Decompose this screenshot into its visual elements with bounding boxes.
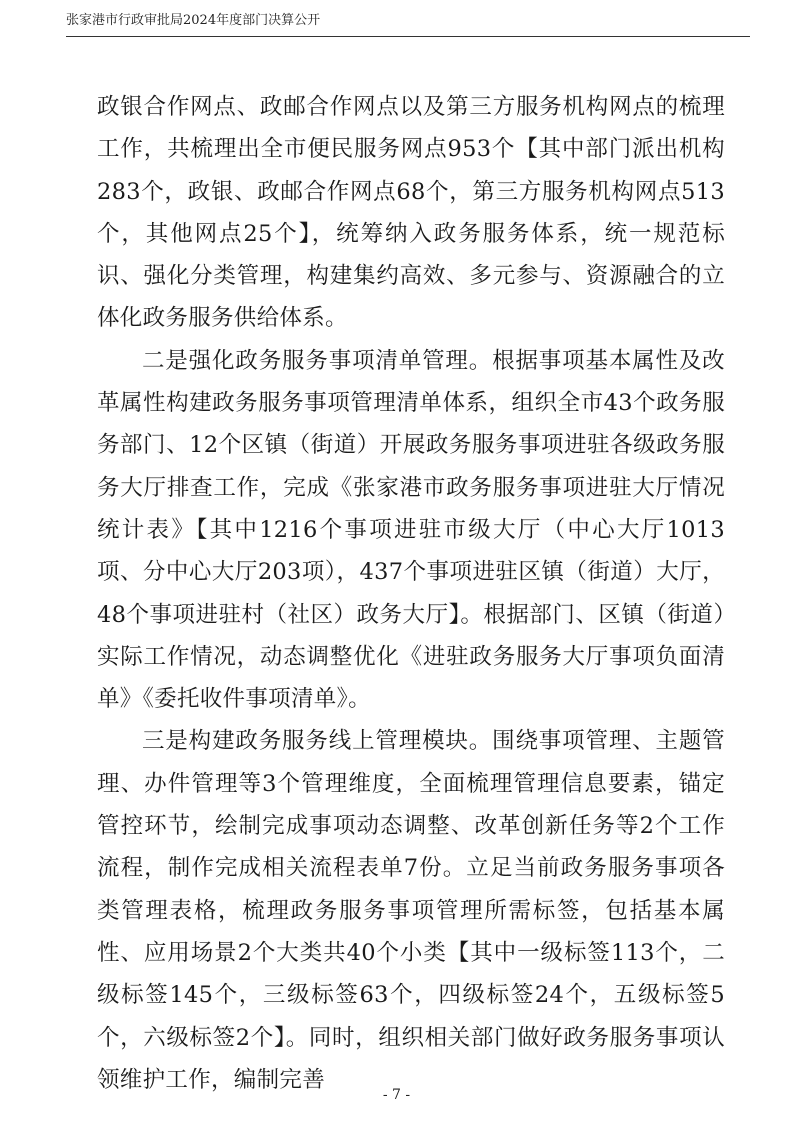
page-number: - 7 -: [382, 1087, 411, 1103]
paragraph-continued: 政银合作网点、政邮合作网点以及第三方服务机构网点的梳理工作，共梳理出全市便民服务网点953个【其中部门派出机构283个，政银、政邮合作网点68个，第三方服务机构网点513个，其他网点25个】，统筹纳入政务服务体系，统一规范标识、强化分类管理，构建集约高效、多元参与、资源融合的立体化政务服务供给体系。: [97, 94, 725, 332]
header-title: 张家港市行政审批局2024年度部门决算公开: [66, 13, 321, 28]
document-body: [97, 86, 725, 1101]
page-header: [66, 12, 750, 37]
paragraph-item-two: 二是强化政务服务事项清单管理。根据事项基本属性及改革属性构建政务服务事项管理清单体系，组织全市43个政务服务部门、12个区镇（街道）开展政务服务事项进驻各级政务服务大厅排查工作，完成《张家港市政务服务事项进驻大厅情况统计表》【其中1216个事项进驻市级大厅（中心大厅1013项、分中心大厅203项），437个事项进驻区镇（街道）大厅，48个事项进驻村（社区）政务大厅】。根据部门、区镇（街道）实际工作情况，动态调整优化《进驻政务服务大厅事项负面清单》《委托收件事项清单》。: [97, 347, 725, 713]
paragraph-item-three: 三是构建政务服务线上管理模块。围绕事项管理、主题管理、办件管理等3个管理维度，全面梳理管理信息要素，锚定管控环节，绘制完成事项动态调整、改革创新任务等2个工作流程，制作完成相关流程表单7份。立足当前政务服务事项各类管理表格，梳理政务服务事项管理所需标签，包括基本属性、应用场景2个大类共40个小类【其中一级标签113个，二级标签145个，三级标签63个，四级标签24个，五级标签5个，六级标签2个】。同时，组织相关部门做好政务服务事项认领维护工作，编制完善: [97, 728, 725, 1093]
